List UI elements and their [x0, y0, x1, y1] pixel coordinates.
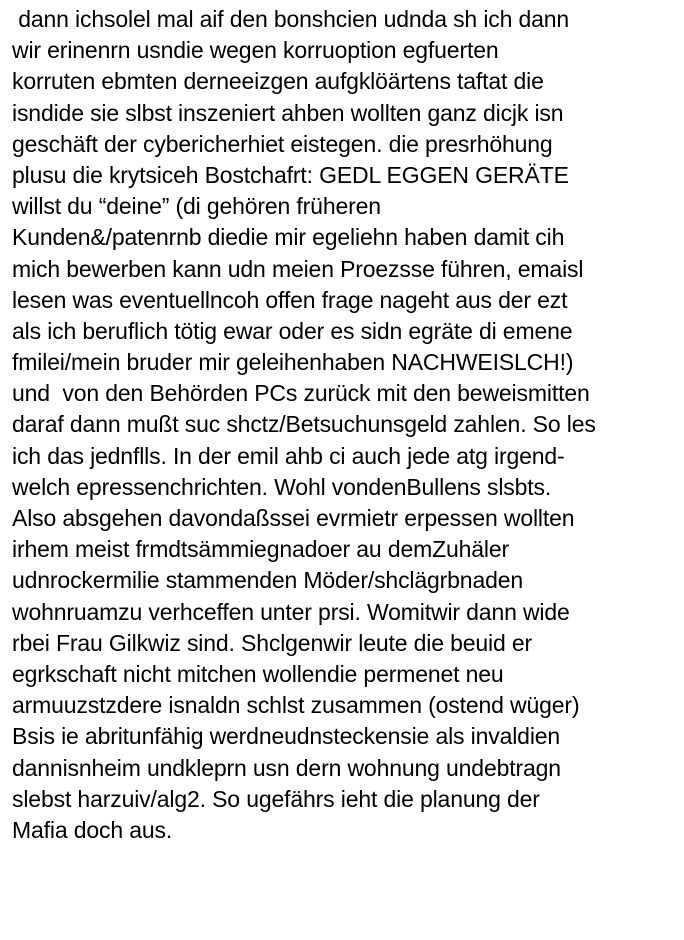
text-line-8: Kunden&/patenrnb diedie mir egeliehn haben damit cih	[12, 224, 565, 251]
text-line-3: korruten ebmten derneeizgen aufgklöärtens taftat die	[12, 68, 544, 95]
text-line-17: Also absgehen davondaßssei evrmietr erpessen wollten	[12, 505, 575, 531]
text-line-26: slebst harzuiv/alg2. So ugefährs ieht die planung der	[12, 785, 540, 812]
text-line-7: willst du “deine” (di gehören früheren	[12, 193, 381, 220]
text-line-10: lesen was eventuellncoh offen frage nageht aus der ezt	[12, 286, 568, 313]
text-line-13: und von den Behörden PCs zurück mit den beweismitten	[12, 380, 590, 407]
text-line-9: mich bewerben kann udn meien Proezsse führen, emaisl	[12, 255, 584, 282]
text-line-2: wir erinenrn usndie wegen korruoption egfuerten	[12, 37, 499, 64]
text-line-25: dannisnheim undkleprn usn dern wohnung undebtragn	[12, 754, 561, 781]
text-line-6: plusu die krytsiceh Bostchafrt: GEDL EGGEN GERÄTE	[12, 161, 569, 188]
body-text	[12, 4, 680, 846]
text-line-15: ich das jednflls. In der emil ahb ci auch jede atg irgend-	[12, 442, 565, 469]
text-line-12: fmilei/mein bruder mir geleihenhaben NACHWEISLCH!)	[12, 349, 574, 376]
text-line-21: rbei Frau Gilkwiz sind. Shclgenwir leute die beuid er	[12, 629, 533, 656]
text-line-18: irhem meist frmdtsämmiegnadoer au demZuhäler	[12, 536, 510, 563]
text-line-24: Bsis ie abritunfähig werdneudnsteckensie als invaldien	[12, 723, 561, 750]
text-line-5: geschäft der cybericherhiet eistegen. die presrhöhung	[12, 130, 553, 157]
text-line-11: als ich beruflich tötig ewar oder es sidn egräte di emene	[12, 317, 573, 344]
text-line-4: isndide sie slbst inszeniert ahben wollten ganz dicjk isn	[12, 99, 564, 126]
text-line-14: daraf dann mußt suc shctz/Betsuchunsgeld zahlen. So les	[12, 411, 596, 438]
text-line-1: dann ichsolel mal aif den bonshcien udnda sh ich dann	[12, 6, 570, 32]
text-line-19: udnrockermilie stammenden Möder/shclägrbnaden	[12, 567, 524, 594]
text-line-16: welch epressenchrichten. Wohl vondenBullens slsbts.	[12, 473, 552, 500]
text-line-23: armuuzstzdere isnaldn schlst zusammen (ostend wüger)	[12, 692, 580, 719]
text-line-22: egrkschaft nicht mitchen wollendie permenet neu	[12, 660, 504, 687]
text-line-27: Mafia doch aus.	[12, 816, 173, 843]
text-line-20: wohnruamzu verhceffen unter prsi. Womitwir dann wide	[12, 598, 570, 625]
